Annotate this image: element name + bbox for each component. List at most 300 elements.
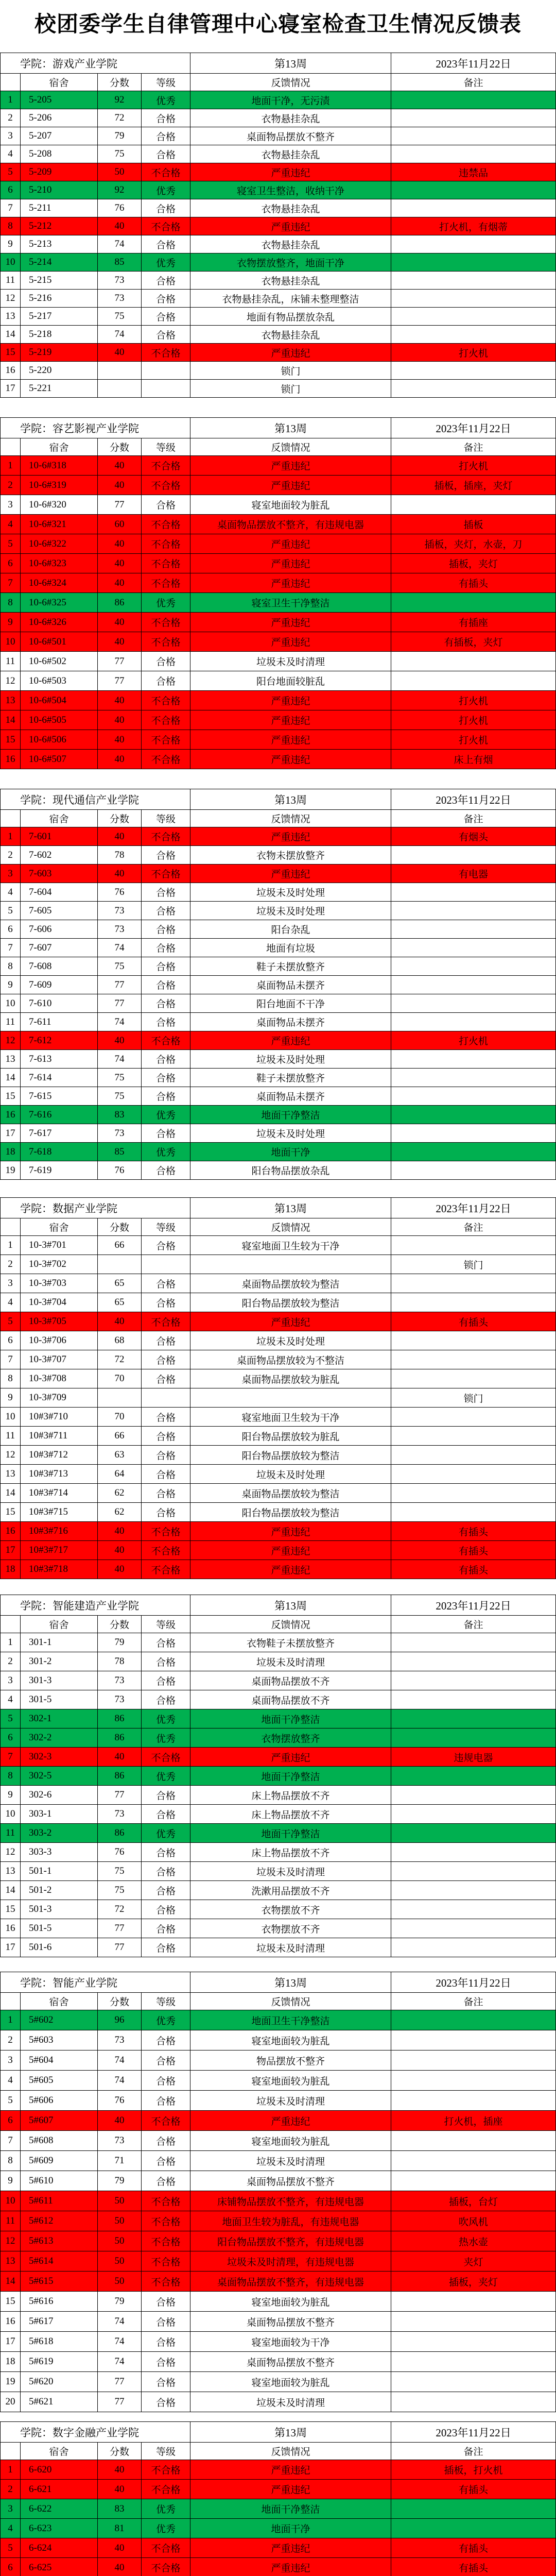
row-number: 17 xyxy=(1,1938,21,1957)
dorm-row xyxy=(1,476,556,495)
row-number: 4 xyxy=(1,1690,21,1709)
row-number: 5 xyxy=(1,1312,21,1331)
dorm-number: 6-624 xyxy=(21,2538,98,2558)
row-number: 9 xyxy=(1,976,21,994)
remark: 违规电器 xyxy=(391,1748,556,1767)
grade: 合格 xyxy=(142,1274,190,1293)
grade: 合格 xyxy=(142,1087,190,1106)
remark xyxy=(391,1050,556,1069)
dorm-row xyxy=(1,272,556,290)
row-number: 12 xyxy=(1,1446,21,1465)
grade: 优秀 xyxy=(142,1824,190,1843)
remark: 打火机 xyxy=(391,691,556,710)
row-number: 18 xyxy=(1,2352,21,2372)
dorm-row xyxy=(1,1069,556,1087)
grade: 合格 xyxy=(142,2091,190,2111)
row-number: 3 xyxy=(1,1671,21,1690)
dorm-row xyxy=(1,1087,556,1106)
remark xyxy=(391,380,556,398)
dorm-row xyxy=(1,1900,556,1919)
column-header-grade: 等级 xyxy=(142,2443,190,2460)
feedback: 寝室地面较为脏乱 xyxy=(190,2131,391,2151)
score: 50 xyxy=(98,2231,142,2251)
feedback: 垃圾未及时处理 xyxy=(190,1050,391,1069)
grade: 合格 xyxy=(142,671,190,691)
score: 74 xyxy=(98,235,142,253)
row-number: 1 xyxy=(1,1236,21,1255)
dorm-row xyxy=(1,632,556,652)
score: 74 xyxy=(98,2071,142,2091)
dorm-row xyxy=(1,1862,556,1881)
row-number: 13 xyxy=(1,1862,21,1881)
row-number: 10 xyxy=(1,632,21,652)
dorm-row xyxy=(1,127,556,145)
row-number: 15 xyxy=(1,344,21,362)
dorm-row xyxy=(1,2538,556,2558)
row-number: 19 xyxy=(1,1161,21,1180)
grade: 不合格 xyxy=(142,750,190,769)
row-number: 18 xyxy=(1,1143,21,1161)
remark: 有插头 xyxy=(391,2538,556,2558)
score: 76 xyxy=(98,1161,142,1180)
row-number: 14 xyxy=(1,710,21,730)
grade: 合格 xyxy=(142,1938,190,1957)
column-header-row xyxy=(1,74,556,91)
dorm-number: 10#3#716 xyxy=(21,1522,98,1541)
score: 40 xyxy=(98,2538,142,2558)
remark xyxy=(391,181,556,199)
dorm-number: 7-618 xyxy=(21,1143,98,1161)
grade: 合格 xyxy=(142,2050,190,2071)
section-header-row xyxy=(1,1972,556,1993)
feedback: 严重违纪 xyxy=(190,534,391,554)
dorm-number: 5-214 xyxy=(21,253,98,272)
grade: 不合格 xyxy=(142,2191,190,2211)
column-header-feedback: 反馈情况 xyxy=(190,810,391,827)
dorm-row xyxy=(1,1938,556,1957)
remark: 插板 xyxy=(391,515,556,534)
remark xyxy=(391,1446,556,1465)
feedback: 寝室地面较为脏乱 xyxy=(190,2071,391,2091)
row-number: 8 xyxy=(1,1767,21,1786)
dorm-number: 5#609 xyxy=(21,2151,98,2171)
feedback: 垃圾未及时清理，有违规电器 xyxy=(190,2251,391,2272)
feedback: 严重违纪 xyxy=(190,632,391,652)
dorm-row xyxy=(1,2071,556,2091)
grade: 合格 xyxy=(142,1862,190,1881)
column-header-grade: 等级 xyxy=(142,74,190,91)
dorm-row xyxy=(1,1786,556,1805)
feedback: 阳台杂乱 xyxy=(190,920,391,939)
column-header-dorm: 宿舍 xyxy=(21,1218,98,1236)
grade: 合格 xyxy=(142,957,190,976)
remark xyxy=(391,1069,556,1087)
score: 40 xyxy=(98,217,142,235)
report-title: 校团委学生自律管理中心寝室检查卫生情况反馈表 xyxy=(34,13,522,37)
row-number: 14 xyxy=(1,1484,21,1503)
remark xyxy=(391,1652,556,1671)
dorm-number: 301-3 xyxy=(21,1671,98,1690)
score: 72 xyxy=(98,1350,142,1369)
dorm-row xyxy=(1,1255,556,1274)
feedback: 地面卫生较为脏乱，有违规电器 xyxy=(190,2211,391,2231)
score: 65 xyxy=(98,1274,142,1293)
row-number: 8 xyxy=(1,593,21,613)
feedback: 桌面物品摆放较为整洁 xyxy=(190,1274,391,1293)
feedback: 严重违纪 xyxy=(190,344,391,362)
feedback: 寝室地面较为脏乱 xyxy=(190,2372,391,2392)
dorm-number: 7-603 xyxy=(21,865,98,883)
row-number: 7 xyxy=(1,199,21,217)
college-name: 学院：现代通信产业学院 xyxy=(1,789,190,810)
dorm-row xyxy=(1,1690,556,1709)
dorm-number: 5-211 xyxy=(21,199,98,217)
feedback: 严重违纪 xyxy=(190,554,391,573)
grade: 合格 xyxy=(142,920,190,939)
grade: 不合格 xyxy=(142,2272,190,2292)
remark xyxy=(391,1881,556,1900)
dorm-row xyxy=(1,1369,556,1388)
score: 62 xyxy=(98,1484,142,1503)
column-header-remark: 备注 xyxy=(391,1218,556,1236)
remark xyxy=(391,2131,556,2151)
dorm-number: 10-3#702 xyxy=(21,1255,98,1274)
dorm-row xyxy=(1,1805,556,1824)
score: 79 xyxy=(98,1633,142,1652)
college-name: 学院：游戏产业学院 xyxy=(1,53,190,74)
feedback: 垃圾未及时清理 xyxy=(190,1652,391,1671)
dorm-row xyxy=(1,2460,556,2480)
score: 78 xyxy=(98,846,142,865)
grade: 合格 xyxy=(142,976,190,994)
row-number: 17 xyxy=(1,2332,21,2352)
feedback: 地面干净整洁 xyxy=(190,1709,391,1728)
remark xyxy=(391,957,556,976)
dorm-row xyxy=(1,1312,556,1331)
dorm-number: 6-620 xyxy=(21,2460,98,2480)
feedback: 垃圾未及时处理 xyxy=(190,1465,391,1484)
grade: 不合格 xyxy=(142,217,190,235)
grade: 合格 xyxy=(142,1050,190,1069)
feedback: 垃圾未及时清理 xyxy=(190,652,391,671)
dorm-number: 5#614 xyxy=(21,2251,98,2272)
row-number: 5 xyxy=(1,902,21,920)
dorm-number: 10#3#718 xyxy=(21,1560,98,1579)
score: 40 xyxy=(98,456,142,476)
dorm-row xyxy=(1,2558,556,2576)
feedback: 床铺物品摆放不整齐，有违规电器 xyxy=(190,2191,391,2211)
grade: 合格 xyxy=(142,2332,190,2352)
score: 50 xyxy=(98,2272,142,2292)
feedback: 衣物悬挂杂乱 xyxy=(190,326,391,344)
dorm-row xyxy=(1,2091,556,2111)
remark xyxy=(391,1236,556,1255)
remark xyxy=(391,883,556,902)
grade: 不合格 xyxy=(142,2480,190,2499)
score: 73 xyxy=(98,290,142,308)
grade: 优秀 xyxy=(142,1106,190,1124)
feedback: 垃圾未及时清理 xyxy=(190,2392,391,2412)
remark xyxy=(391,902,556,920)
remark xyxy=(391,1106,556,1124)
feedback: 地面干净整洁 xyxy=(190,1767,391,1786)
remark xyxy=(391,2071,556,2091)
score: 77 xyxy=(98,976,142,994)
dorm-number: 10-3#708 xyxy=(21,1369,98,1388)
score: 40 xyxy=(98,554,142,573)
dorm-number: 5#616 xyxy=(21,2292,98,2312)
score: 74 xyxy=(98,2312,142,2332)
grade: 合格 xyxy=(142,2392,190,2412)
grade: 合格 xyxy=(142,109,190,127)
dorm-row xyxy=(1,362,556,380)
grade: 不合格 xyxy=(142,2111,190,2131)
feedback xyxy=(190,1388,391,1408)
remark xyxy=(391,1369,556,1388)
score: 73 xyxy=(98,902,142,920)
dorm-row xyxy=(1,109,556,127)
column-header-grade: 等级 xyxy=(142,1218,190,1236)
section-header-row xyxy=(1,53,556,74)
grade: 合格 xyxy=(142,939,190,957)
score: 40 xyxy=(98,2480,142,2499)
feedback: 严重违纪 xyxy=(190,1312,391,1331)
feedback: 严重违纪 xyxy=(190,163,391,181)
dorm-number: 10-3#707 xyxy=(21,1350,98,1369)
score: 74 xyxy=(98,2332,142,2352)
dorm-number: 5#613 xyxy=(21,2231,98,2251)
row-number: 18 xyxy=(1,1560,21,1579)
remark xyxy=(391,671,556,691)
dorm-number: 5#612 xyxy=(21,2211,98,2231)
remark: 打火机 xyxy=(391,344,556,362)
dorm-number: 501-6 xyxy=(21,1938,98,1957)
dorm-number: 10#3#717 xyxy=(21,1541,98,1560)
feedback: 严重违纪 xyxy=(190,2558,391,2576)
row-number: 17 xyxy=(1,1541,21,1560)
column-header-remark: 备注 xyxy=(391,2443,556,2460)
column-header-index xyxy=(1,1218,21,1236)
dorm-row xyxy=(1,2272,556,2292)
feedback: 阳台物品摆放较为脏乱 xyxy=(190,1427,391,1446)
score: 40 xyxy=(98,1541,142,1560)
dorm-row xyxy=(1,326,556,344)
row-number: 9 xyxy=(1,1388,21,1408)
score: 66 xyxy=(98,1427,142,1446)
remark: 夹灯 xyxy=(391,2251,556,2272)
remark xyxy=(391,1671,556,1690)
feedback: 严重违纪 xyxy=(190,2538,391,2558)
grade: 合格 xyxy=(142,1427,190,1446)
dorm-number: 10-3#705 xyxy=(21,1312,98,1331)
row-number: 20 xyxy=(1,2392,21,2412)
dorm-number: 6-623 xyxy=(21,2519,98,2538)
score: 66 xyxy=(98,1236,142,1255)
row-number: 8 xyxy=(1,2151,21,2171)
dorm-row xyxy=(1,1050,556,1069)
grade: 不合格 xyxy=(142,2558,190,2576)
dorm-row xyxy=(1,1671,556,1690)
score: 74 xyxy=(98,2352,142,2372)
remark xyxy=(391,2171,556,2191)
section-intelligent-industry xyxy=(0,1972,556,2412)
grade: 合格 xyxy=(142,1465,190,1484)
grade: 合格 xyxy=(142,1843,190,1862)
score: 74 xyxy=(98,1050,142,1069)
row-number: 4 xyxy=(1,2519,21,2538)
column-header-feedback: 反馈情况 xyxy=(190,1616,391,1633)
feedback: 阳台物品摆放较为整洁 xyxy=(190,1503,391,1522)
remark xyxy=(391,920,556,939)
dorm-number: 10-3#704 xyxy=(21,1293,98,1312)
feedback: 严重违纪 xyxy=(190,1541,391,1560)
column-header-grade: 等级 xyxy=(142,1993,190,2010)
dorm-row xyxy=(1,1161,556,1180)
grade: 合格 xyxy=(142,1350,190,1369)
row-number: 13 xyxy=(1,308,21,326)
dorm-number: 10-6#318 xyxy=(21,456,98,476)
feedback: 桌面物品未摆齐 xyxy=(190,1013,391,1031)
section-digital-finance xyxy=(0,2421,556,2576)
grade: 不合格 xyxy=(142,632,190,652)
column-header-remark: 备注 xyxy=(391,1616,556,1633)
score: 73 xyxy=(98,1805,142,1824)
dorm-row xyxy=(1,593,556,613)
feedback: 桌面物品摆放不整齐，有违规电器 xyxy=(190,2272,391,2292)
dorm-number: 5-218 xyxy=(21,326,98,344)
row-number: 1 xyxy=(1,2460,21,2480)
grade: 合格 xyxy=(142,994,190,1013)
grade: 不合格 xyxy=(142,573,190,593)
feedback: 洗漱用品摆放不齐 xyxy=(190,1881,391,1900)
row-number: 16 xyxy=(1,1919,21,1938)
dorm-row xyxy=(1,554,556,573)
score xyxy=(98,1388,142,1408)
score: 77 xyxy=(98,1938,142,1957)
row-number: 10 xyxy=(1,253,21,272)
dorm-row xyxy=(1,1767,556,1786)
dorm-number: 10-6#319 xyxy=(21,476,98,495)
feedback: 桌面物品未摆齐 xyxy=(190,976,391,994)
feedback: 寝室卫生干净整洁 xyxy=(190,593,391,613)
score: 70 xyxy=(98,1408,142,1427)
row-number: 11 xyxy=(1,1013,21,1031)
dorm-number: 5-219 xyxy=(21,344,98,362)
row-number: 11 xyxy=(1,652,21,671)
dorm-row xyxy=(1,1465,556,1484)
remark xyxy=(391,652,556,671)
remark xyxy=(391,1350,556,1369)
remark xyxy=(391,2519,556,2538)
row-number: 9 xyxy=(1,613,21,632)
row-number: 16 xyxy=(1,1522,21,1541)
score: 40 xyxy=(98,2460,142,2480)
score: 79 xyxy=(98,2292,142,2312)
row-number: 6 xyxy=(1,1331,21,1350)
row-number: 4 xyxy=(1,2071,21,2091)
score: 63 xyxy=(98,1446,142,1465)
row-number: 12 xyxy=(1,290,21,308)
dorm-number: 6-622 xyxy=(21,2499,98,2519)
dorm-number: 5#610 xyxy=(21,2171,98,2191)
remark xyxy=(391,1805,556,1824)
row-number: 2 xyxy=(1,2480,21,2499)
dorm-number: 5#617 xyxy=(21,2312,98,2332)
feedback: 床上物品摆放不齐 xyxy=(190,1786,391,1805)
dorm-number: 10#3#711 xyxy=(21,1427,98,1446)
dorm-row xyxy=(1,846,556,865)
dorm-row xyxy=(1,456,556,476)
feedback: 严重违纪 xyxy=(190,865,391,883)
grade: 合格 xyxy=(142,1881,190,1900)
dorm-row xyxy=(1,344,556,362)
remark xyxy=(391,1919,556,1938)
grade: 合格 xyxy=(142,902,190,920)
row-number: 3 xyxy=(1,865,21,883)
remark: 锁门 xyxy=(391,1255,556,1274)
dorm-row xyxy=(1,515,556,534)
feedback: 垃圾未及时处理 xyxy=(190,1331,391,1350)
remark xyxy=(391,326,556,344)
dorm-row xyxy=(1,994,556,1013)
remark xyxy=(391,1331,556,1350)
feedback: 衣物悬挂杂乱 xyxy=(190,145,391,163)
row-number: 17 xyxy=(1,1124,21,1143)
row-number: 5 xyxy=(1,2538,21,2558)
score: 40 xyxy=(98,632,142,652)
column-header-row xyxy=(1,1993,556,2010)
feedback: 严重违纪 xyxy=(190,1560,391,1579)
row-number: 10 xyxy=(1,994,21,1013)
score: 40 xyxy=(98,710,142,730)
dorm-row xyxy=(1,235,556,253)
feedback: 衣物鞋子未摆放整齐 xyxy=(190,1633,391,1652)
dorm-row xyxy=(1,2312,556,2332)
remark: 打火机 xyxy=(391,1031,556,1050)
column-header-score: 分数 xyxy=(98,1993,142,2010)
grade: 合格 xyxy=(142,1369,190,1388)
dorm-number: 10#3#714 xyxy=(21,1484,98,1503)
feedback: 锁门 xyxy=(190,362,391,380)
grade: 不合格 xyxy=(142,710,190,730)
score: 50 xyxy=(98,2191,142,2211)
college-name: 学院：数据产业学院 xyxy=(1,1198,190,1218)
feedback: 垃圾未及时清理 xyxy=(190,1862,391,1881)
remark xyxy=(391,1484,556,1503)
remark xyxy=(391,1862,556,1881)
grade: 合格 xyxy=(142,1069,190,1087)
dorm-number: 6-625 xyxy=(21,2558,98,2576)
remark xyxy=(391,91,556,109)
dorm-row xyxy=(1,2111,556,2131)
score: 92 xyxy=(98,91,142,109)
feedback: 桌面物品摆放较为不整洁 xyxy=(190,1350,391,1369)
remark: 床上有烟 xyxy=(391,750,556,769)
score: 73 xyxy=(98,272,142,290)
grade xyxy=(142,362,190,380)
score: 75 xyxy=(98,1862,142,1881)
column-header-index xyxy=(1,2443,21,2460)
score: 73 xyxy=(98,920,142,939)
remark: 有插头 xyxy=(391,1541,556,1560)
column-header-feedback: 反馈情况 xyxy=(190,74,391,91)
dorm-number: 501-2 xyxy=(21,1881,98,1900)
dorm-number: 7-611 xyxy=(21,1013,98,1031)
row-number: 16 xyxy=(1,1106,21,1124)
inspection-date: 2023年11月22日 xyxy=(391,2422,556,2443)
score: 40 xyxy=(98,2558,142,2576)
feedback: 阳台地面较脏乱 xyxy=(190,671,391,691)
